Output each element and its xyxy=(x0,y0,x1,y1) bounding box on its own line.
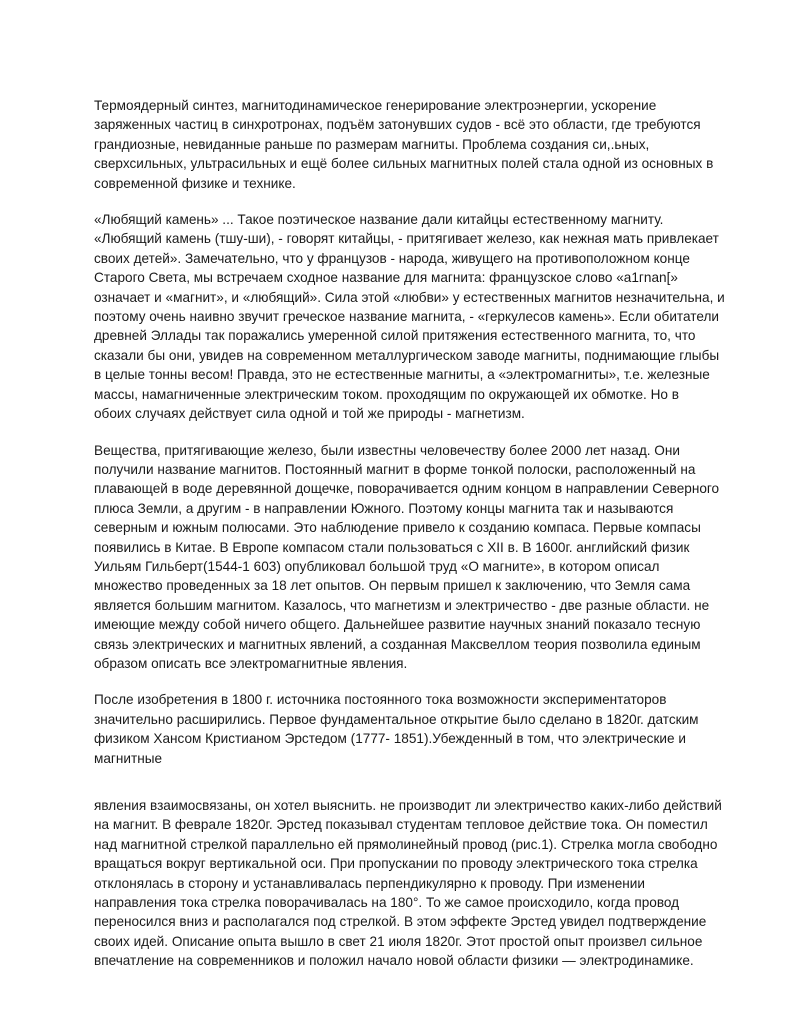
text-line: появились в Китае. В Европе компасом стали пользоваться с XII в. В 1600г. английский физик xyxy=(94,539,690,555)
text-line: множество проведенных за 18 лет опытов. Он первым пришел к заключению, что Земля сама xyxy=(94,578,691,594)
text-line: образом описать все электромагнитные явления. xyxy=(94,655,408,671)
paragraph-4 xyxy=(94,690,716,768)
text-line: северным и южным полюсами. Это наблюдение привело к созданию компаса. Первые компасы xyxy=(94,520,701,536)
text-line: плюса Земли, а другим - в направлении Южного. Поэтому концы магнита так и называются xyxy=(94,500,674,516)
text-line: над магнитной стрелкой параллельно ей прямолинейный провод (рис.1). Стрелка могла свободно xyxy=(94,836,718,852)
text-line: плавающей в воде деревянной дощечке, поворачивается одним концом в направлении Северного xyxy=(94,481,720,497)
text-line: в целые тонны весом! Правда, это не естественные магниты, а «электромагниты», т.е. железные xyxy=(94,367,710,383)
paragraph-5 xyxy=(94,796,722,971)
text-line: означает и «магнит», и «любящий». Сила этой «любви» у естественных магнитов незначительна, и xyxy=(94,289,725,305)
text-line: физиком Хансом Кристианом Эрстедом (1777- 1851).Убежденный в том, что электрические и xyxy=(94,731,686,747)
text-line: явления взаимосвязаны, он хотел выяснить. не производит ли электричество каких-либо действий xyxy=(94,798,722,813)
text-line: впечатление на современников и положил начало новой области физики — электродинамике. xyxy=(94,953,694,969)
text-line: древней Эллады так поражались умеренной силой притяжения естественного магнита, то, что xyxy=(94,328,696,344)
text-line: отклонялась в сторону и устанавливалась перпендикулярно к проводу. При изменении xyxy=(94,875,645,891)
paragraph-1 xyxy=(94,96,716,193)
text-line: Термоядерный синтез, магнитодинамическое генерирование электроэнергии, ускорение xyxy=(94,98,657,113)
text-line: магнитные xyxy=(94,750,163,766)
document-page xyxy=(94,96,725,988)
text-line: После изобретения в 1800 г. источника постоянного тока возможности экспериментаторов xyxy=(94,692,667,708)
text-line: своих детей». Замечательно, что у французов - народа, живущего на противоположном конце xyxy=(94,250,690,266)
text-line: направления тока стрелка поворачивалась на 180°. То же самое происходило, когда провод xyxy=(94,895,680,911)
text-line: связь электрических и магнитных явлений, а созданная Максвеллом теория позволила единым xyxy=(94,636,701,652)
text-line: поэтому очень наивно звучит греческое название магнита, - «геркулесов камень». Если обитатели xyxy=(94,309,719,325)
text-line: массы, намагниченные электрическим током. проходящим по окружающей их обмотке. Но в xyxy=(94,386,679,402)
text-line: «Любящий камень» ... Такое поэтическое название дали китайцы естественному магниту. xyxy=(94,212,664,228)
text-line: грандиозные, невиданные раньше по размерам магниты. Проблема создания си,.ьных, xyxy=(94,136,650,152)
text-line: имеющие между собой ничего общего. Дальнейшее развитие научных знаний показало тесную xyxy=(94,617,701,633)
text-line: значительно расширились. Первое фундаментальное открытие было сделано в 1820г. датским xyxy=(94,711,699,727)
text-line: Вещества, притягивающие железо, были известны человечеству более 2000 лет назад. Они xyxy=(94,442,680,458)
text-line: обоих случаях действует сила одной и той же природы - магнетизм. xyxy=(94,406,525,422)
text-line: сказали бы они, увидев на современном металлургическом заводе магниты, поднимающие глыбы xyxy=(94,347,720,363)
text-line: Старого Света, мы встречаем сходное название для магнита: французское слово «a1гnan[» xyxy=(94,270,678,286)
paragraph-2 xyxy=(94,210,725,423)
text-line: Уильям Гильберт(1544-1 603) опубликовал большой труд «О магните», в котором описал xyxy=(94,558,660,574)
text-line: на магнит. В феврале 1820г. Эрстед показывал студентам тепловое действие тока. Он поместил xyxy=(94,817,708,833)
text-line: своих идей. Описание опыта вышло в свет 21 июля 1820г. Этот простой опыт произвел сильное xyxy=(94,933,703,949)
paragraph-3 xyxy=(94,441,720,674)
text-line: получили название магнитов. Постоянный магнит в форме тонкой полоски, расположенный на xyxy=(94,461,696,477)
text-line: сверхсильных, ультрасильных и ещё более сильных магнитных полей стала одной из основных в xyxy=(94,156,714,172)
text-line: «Любящий камень (тшу-ши), - говорят китайцы, - притягивает железо, как нежная мать привлекает xyxy=(94,231,719,247)
text-line: является большим магнитом. Казалось, что магнетизм и электричество - две разные области. не xyxy=(94,597,710,613)
text-line: вращаться вокруг вертикальной оси. При пропускании по проводу электрического тока стрелка xyxy=(94,856,698,872)
text-line: переносился вниз и располагался под стрелкой. В этом эффекте Эрстед увидел подтверждение xyxy=(94,914,707,930)
text-line: заряженных частиц в синхротронах, подъём затонувших судов - всё это области, где требуются xyxy=(94,117,701,133)
text-line: современной физике и технике. xyxy=(94,175,296,191)
